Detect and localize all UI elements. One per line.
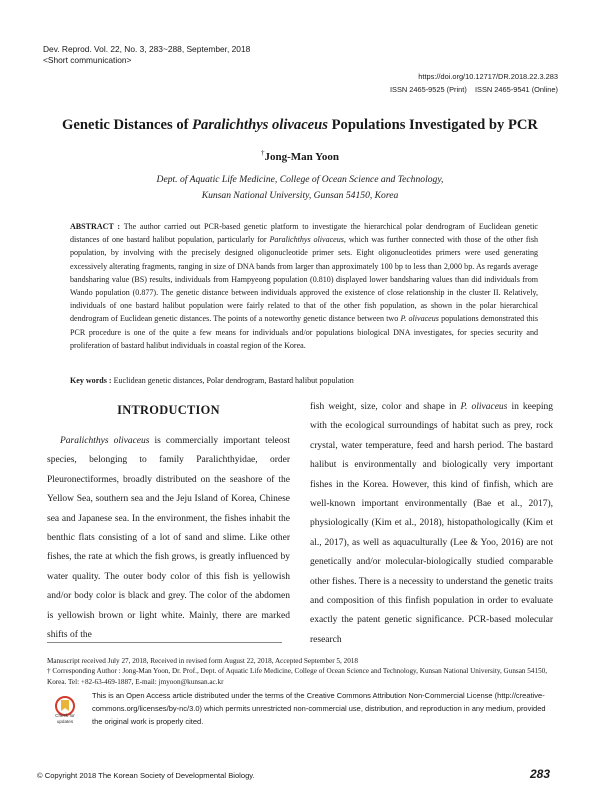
abstract-species: P. olivaceus <box>400 314 439 324</box>
issn: ISSN 2465-9525 (Print) ISSN 2465-9541 (Online) <box>389 85 558 94</box>
corresponding-mark: † <box>261 149 265 157</box>
copyright: © Copyright 2018 The Korean Society of Developmental Biology. <box>37 771 255 780</box>
affiliation-line: Kunsan National University, Gunsan 54150, Korea <box>201 190 399 201</box>
intro-text: fish weight, size, color and shape in <box>310 402 461 412</box>
abstract-species: Paralichthys olivaceus <box>269 235 344 245</box>
section-heading-introduction: INTRODUCTION <box>117 403 220 417</box>
footnote-divider <box>47 642 282 643</box>
intro-species: P. olivaceus <box>460 402 508 412</box>
intro-paragraph <box>47 432 290 645</box>
license-notice: This is an Open Access article distributed under the terms of the Creative Commons Attribution Non-Commercial License (http://creative-commons.org/licenses/by-nc/3.0) which permits unrestricted non-commercial use, distribution, and reproduction in any medium, provided the original work is properly cited. <box>92 691 546 726</box>
footnotes <box>47 656 555 687</box>
corresponding-author: † Corresponding Author : Jong-Man Yoon, Dr. Prof., Dept. of Aquatic Life Medicine, College of Ocean Science and Technology, Kunsan National University, Gunsan 54150, Korea. Tel: +82-63-469-1887, E-mail: jmyoon@kunsan.ac.kr <box>47 667 548 686</box>
badge-label-line: updates <box>56 718 74 724</box>
intro-paragraph-continued <box>310 398 553 650</box>
abstract-text: populations demonstrated this PCR procedure is one of the quite a few means for individuals and/or populations biological DNA investigates, for species security and proliferation of bastard halibut individuals in coastal region of the Korea. <box>70 314 538 350</box>
abstract <box>70 220 538 352</box>
title-species: Paralichthys olivaceus <box>192 117 328 133</box>
affiliation-line: Dept. of Aquatic Life Medicine, College of Ocean Science and Technology, <box>156 174 444 185</box>
abstract-text: The author carried out PCR-based genetic platform to investigate the hierarchical polar dendrogram of Euclidean genetic distances of one bastard halibut population, particularly for <box>70 222 538 245</box>
doi-issn-block <box>390 70 558 96</box>
journal-header <box>43 44 250 66</box>
intro-text: in keeping with the ecological surroundings of habitat such as prey, rock crystal, water temperature, feed and harsh period. The bastard halibut is environmentally and biologically very important fishes in the Korea. However, this kind of finfish, which are well-known important environmentally (Bae et al., 2017), physiologically (Kim et al., 2018), histopathologically (Kim et al., 2017), as well as aquaculturally (Lee & Yoo, 2016) are not genetically and/or molecular-biologically studied comparable other fishes. There is a necessity to understand the genetic traits and composition of this finfish population in order to evaluate exactly the patent genetic significance. PCR-based molecular research <box>310 402 553 645</box>
title-part: Populations Investigated by PCR <box>327 117 538 133</box>
manuscript-dates: Manuscript received July 27, 2018, Received in revised form August 22, 2018, Accepted September 5, 2018 <box>47 657 358 665</box>
author-line <box>0 149 600 163</box>
page-number: 283 <box>529 767 550 781</box>
title-part: Genetic Distances of <box>62 117 193 133</box>
badge-label <box>44 713 86 724</box>
article-type: <Short communication> <box>43 55 132 65</box>
intro-text: is commercially important teleost species, belonging to family Paralichthyidae, order Pleuronectiformes, broadly distributed on the seashore of the Yellow Sea, southern sea and the Jeju Island of Korea, Chinese sea and Japanese sea. In the environment, the fishes inhabit the benthic flats consisting of a lot of sand and slime. Like other fishes, the rate at which the fish grows, is greatly influenced by water quality. The outer body color of this fish is yellowish and/or body color is black and grey. The color of the abdomen is yellowish brown or light white. Mainly, there are marked shifts of the <box>47 436 290 641</box>
abstract-text: , which was further connected with those of the other fish population, by involving with the precisely designed oligonucleotide primer sets. Eight oligonucleotides primers were used generating excessively alterating fragments, ranging in size of DNA bands from larger than approximately 100 bp to less than 2,000 bp. As regards average bandsharing value (BS) results, individuals from Hampyeong population (0.810) displayed lower bandsharing values than did individuals from Wando population (0.877). The genetic distance between individuals approved the existence of close relationship in the cluster II. Relatively, individuals of one bastard halibut population were fairly related to that of the other fish population, as shown in the polar hierarchical dendrogram of Euclidean genetic distances. The points of a noteworthy genetic distance between two <box>70 235 539 324</box>
journal-citation: Dev. Reprod. Vol. 22, No. 3, 283~288, September, 2018 <box>43 44 251 54</box>
badge-label-line: Check for <box>55 713 75 718</box>
abstract-label: ABSTRACT : <box>70 222 124 231</box>
doi-link[interactable]: https://doi.org/10.12717/DR.2018.22.3.283 <box>418 72 558 81</box>
paper-title <box>30 117 570 134</box>
keywords-label: Key words : <box>70 376 114 385</box>
keywords <box>70 375 538 387</box>
affiliation <box>0 172 600 204</box>
keywords-text: Euclidean genetic distances, Polar dendrogram, Bastard halibut population <box>113 376 354 385</box>
column-right <box>310 398 553 650</box>
intro-species: Paralichthys olivaceus <box>60 436 150 446</box>
column-left <box>47 398 290 645</box>
author-name: Jong-Man Yoon <box>264 151 339 163</box>
